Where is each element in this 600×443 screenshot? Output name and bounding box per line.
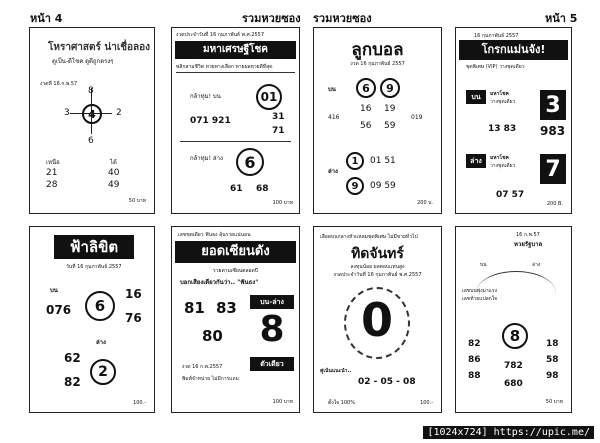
col2-head: ได้ — [110, 159, 117, 166]
up-circle-number: 6 — [85, 291, 115, 321]
up-label: บน — [466, 90, 486, 104]
card-title: ฟ้าลิขิต — [54, 235, 134, 259]
top-label: บน — [328, 86, 336, 93]
lottery-card-yodsian — [171, 226, 300, 413]
card-date: งวด 16 ก.พ.2557 — [182, 364, 223, 370]
top-circle-2: 9 — [380, 78, 400, 98]
down-label: ล่าง — [96, 339, 106, 346]
lottery-card-ratthaban — [455, 226, 572, 413]
card-subtitle: พลิกสามชีวิต หวยทางเลือก ทายผลหวยดีที่สุด — [176, 64, 273, 70]
card-subtitle: ชุดพิเศษ (VIP) วางชุดเดียว — [466, 64, 525, 70]
down-label: ล่าง — [532, 262, 541, 268]
card-title: ลูกบอล — [351, 40, 404, 60]
upper-number-2: 71 — [272, 126, 285, 136]
card-date: 16 กุมภาพันธ์ 2557 — [474, 33, 519, 39]
down-left-number-1: 62 — [64, 351, 81, 365]
down-left-number-2: 82 — [64, 375, 81, 389]
mid-number-1: 782 — [504, 361, 523, 371]
lottery-card-thidjan — [313, 226, 442, 413]
card-price: 100.- — [133, 400, 146, 406]
card-price: 200 B. — [546, 201, 563, 207]
card-top-note: เลือดบนกลางหัวแหลมชุดพิเศษ ไม่มีขายทั่วไป — [320, 234, 418, 240]
lower-circle-number: 6 — [236, 148, 264, 176]
number-1: 81 — [184, 299, 205, 317]
card-title: ทิดจันทร์ — [351, 246, 404, 262]
top-circle-1: 6 — [356, 78, 376, 98]
suggest-label: คู่เน้นแนะนำ.. — [320, 368, 352, 374]
big-number: 8 — [259, 309, 285, 350]
lottery-card-mahasetthi — [171, 27, 300, 214]
side-label: บน-ล่าง — [250, 295, 294, 309]
col1-row2: 28 — [46, 180, 58, 190]
side-right-number: 019 — [411, 114, 423, 121]
left-col-3: 88 — [468, 371, 481, 381]
top-row1: 16 — [360, 104, 372, 114]
lottery-card-lukball — [313, 27, 442, 214]
card-price: 50 บาท — [128, 198, 146, 204]
lottery-card-falikhit — [29, 226, 155, 413]
number-2: 83 — [216, 299, 237, 317]
card-title: มหาเศรษฐีโชค — [175, 41, 296, 59]
bottom-number: 6 — [88, 136, 94, 146]
right-group-title: รวมหวยซอง — [313, 12, 372, 25]
card-date: งวดประจำวันที่ 16 กุมภาพันธ์ พ.ศ.2557 — [333, 272, 422, 278]
left-number: 3 — [64, 108, 70, 118]
card-title: โกรกแม่นจัง! — [459, 40, 568, 60]
right-col-1: 18 — [546, 339, 559, 349]
big-number: 8 — [502, 323, 528, 349]
down-numbers: 07 57 — [496, 190, 525, 200]
number-3: 80 — [202, 327, 223, 345]
card-top-note: เลขชุดเดียว ฟันธง ลุ้นรวยแน่นอน — [178, 232, 251, 238]
right-col-2: 58 — [546, 355, 559, 365]
card-date: งวดที่ 16.ก.พ.57 — [40, 81, 78, 87]
right-page-number: หน้า 5 — [545, 12, 578, 25]
top-row2b: 59 — [384, 121, 396, 131]
card-line: บอกเสียงเดียวกันว่า.. "ฟันธง" — [180, 279, 259, 286]
up-right-number-1: 16 — [125, 287, 142, 301]
up-text-2: วางชุดเดียว — [490, 99, 516, 105]
down-circle-number: 2 — [90, 359, 116, 385]
card-title: โหราศาสตร์ น่าเชื่อลอง — [48, 42, 151, 53]
suggest-numbers: 02 - 05 - 08 — [358, 377, 416, 387]
left-col-2: 86 — [468, 355, 481, 365]
down-text-1: มหาโชค — [490, 155, 509, 161]
col1-head: เหนือ — [46, 159, 60, 166]
card-title: ยอดเซียนดัง — [175, 241, 296, 263]
up-label: บน — [480, 262, 487, 268]
up-left-number: 076 — [46, 303, 72, 317]
card-date: งวด 16 กุมภาพันธ์ 2557 — [350, 61, 405, 67]
center-number: 4 — [82, 104, 102, 124]
card-price: 200 บ. — [417, 200, 433, 206]
card-subtitle: รวยตามเซียนตลอดปี — [213, 268, 258, 274]
up-big-number: 3 — [540, 90, 566, 120]
card-subtitle: ลงทุนน้อย ผลตอบแทนสูง — [350, 264, 405, 270]
bottom-label: ตัวเดียว — [250, 357, 294, 371]
col2-row2: 49 — [108, 180, 120, 190]
up-numbers-1: 13 83 — [488, 124, 517, 134]
right-number: 2 — [116, 108, 122, 118]
left-col-1: 82 — [468, 339, 481, 349]
lottery-card-horasat — [29, 27, 155, 214]
bottom-circle-1: 1 — [346, 152, 364, 170]
watermark-text: [1024x724] https://upic.me/ — [423, 426, 594, 439]
mid-number-2: 680 — [504, 379, 523, 389]
lower-label: กล้าทุ่ม! ล่าง — [190, 155, 223, 162]
top-row2: 56 — [360, 121, 372, 131]
side-left-number: 416 — [328, 114, 340, 121]
lower-number-1: 61 — [230, 184, 243, 194]
up-numbers-2: 983 — [540, 124, 566, 138]
upper-label: กล้าทุ่ม! บน — [190, 93, 221, 100]
big-number: 0 — [360, 293, 393, 347]
card-top-note: งวดประจำวันที่ 16 กุมภาพันธ์ พ.ศ.2557 — [176, 32, 264, 38]
divider — [176, 72, 295, 73]
lottery-card-krok — [455, 27, 572, 214]
card-price: 100 บาท — [272, 399, 293, 405]
card-date: วันที่ 16 กุมภาพันธ์ 2557 — [66, 264, 122, 270]
bottom-label: ล่าง — [328, 168, 338, 175]
down-label: ล่าง — [466, 154, 486, 168]
card-subtitle: ดูเป็น-ดีโชค ดูดีถูกตรงๆ — [52, 58, 114, 65]
card-price: 100.- — [420, 400, 433, 406]
up-right-number-2: 76 — [125, 311, 142, 325]
down-big-number: 7 — [540, 154, 566, 184]
right-col-3: 98 — [546, 371, 559, 381]
bottom-row1: 01 51 — [370, 156, 396, 166]
down-text-2: วางชุดเดียว — [490, 163, 516, 169]
card-price-note: ตั้งใจ 100% — [328, 400, 355, 406]
card-note: พิมพ์จำหน่าย ไม่มีการแถม — [182, 376, 239, 382]
lower-number-2: 68 — [256, 184, 269, 194]
card-title: หวยรัฐบาล — [514, 241, 543, 248]
up-text-1: มหาโชค — [490, 91, 509, 97]
card-price: 50 บาท — [545, 399, 563, 405]
divider — [180, 141, 291, 142]
col2-row1: 40 — [108, 168, 120, 178]
upper-number-3: 071 921 — [190, 116, 231, 126]
upper-number-1: 31 — [272, 112, 285, 122]
bottom-row2: 09 59 — [370, 181, 396, 191]
card-price: 100 บาท — [272, 200, 293, 206]
left-group-title: รวมหวยซอง — [242, 12, 301, 25]
upper-circle-number: 01 — [256, 84, 282, 110]
top-row1b: 19 — [384, 104, 396, 114]
left-note: เลขบนพุ่งมาแรงเลขท้ายแปลกใจ — [462, 288, 498, 302]
up-label: บน — [50, 287, 58, 294]
card-date: 16 ก.พ.57 — [516, 232, 540, 238]
left-page-number: หน้า 4 — [30, 12, 63, 25]
bottom-circle-2: 9 — [346, 177, 364, 195]
top-number: 8 — [88, 86, 94, 96]
col1-row1: 21 — [46, 168, 58, 178]
